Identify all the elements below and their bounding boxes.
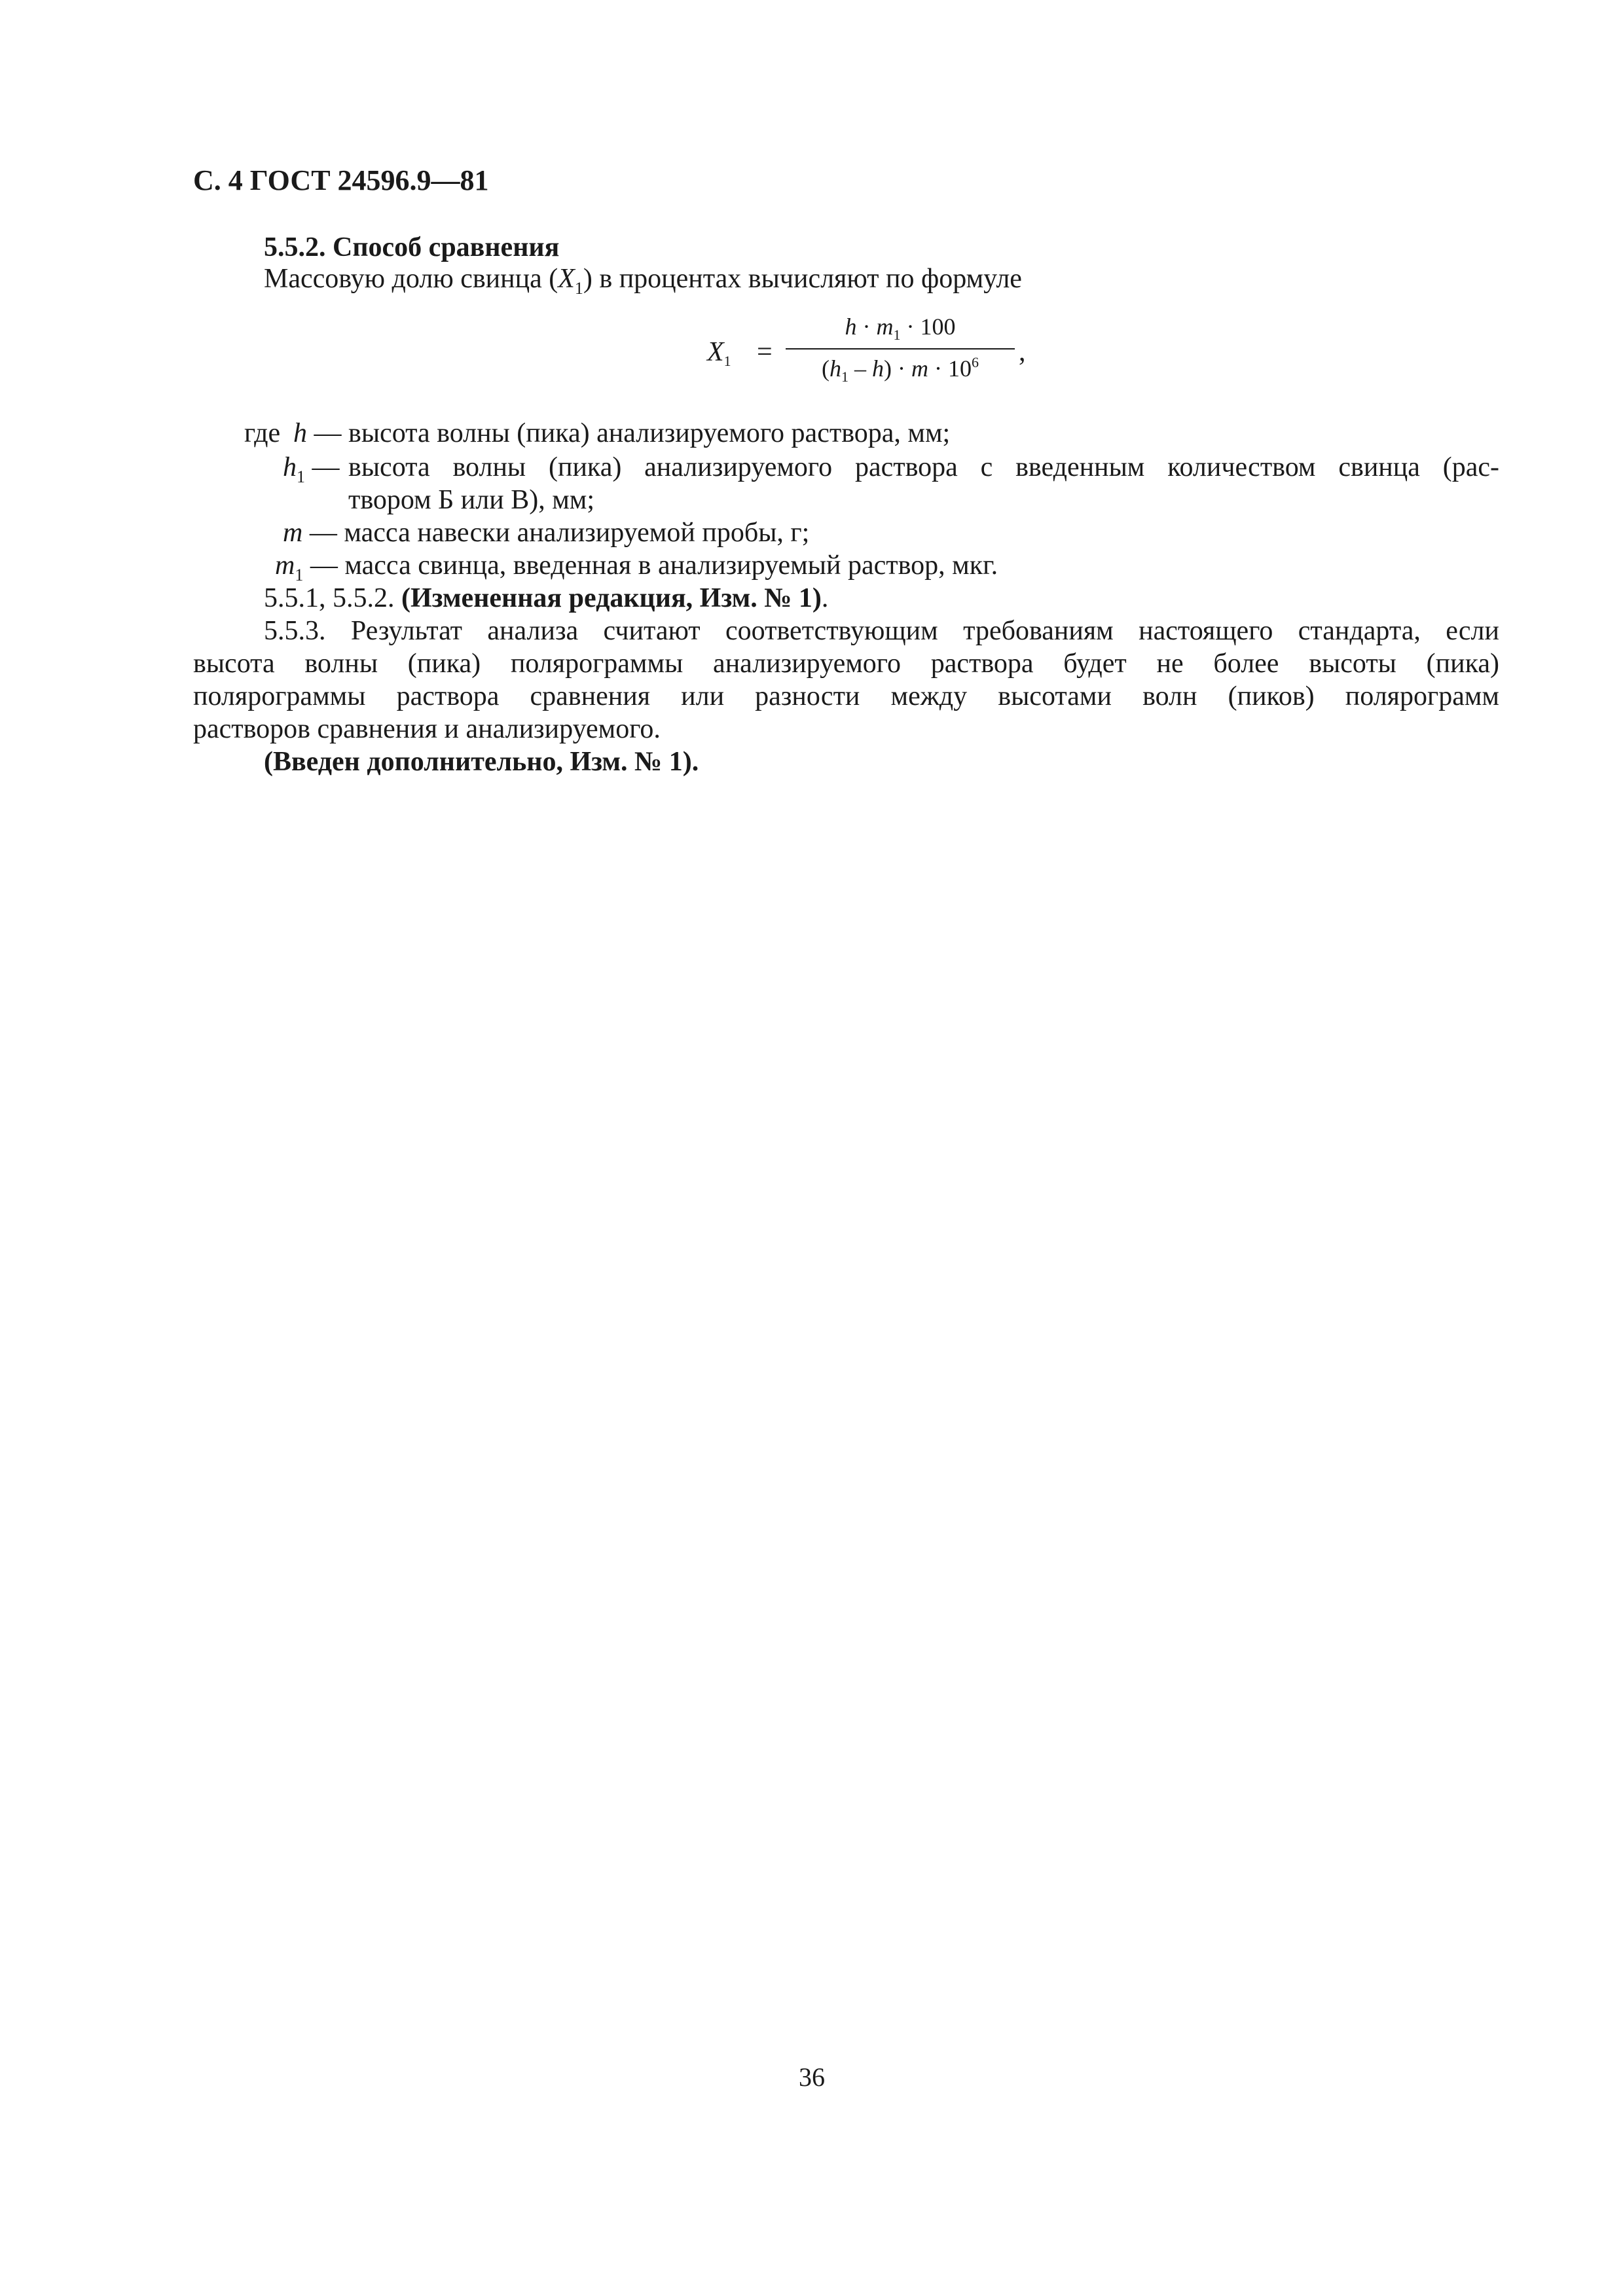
legend-item xyxy=(283,450,340,484)
legend-text-continuation: твором Б или В), мм; xyxy=(348,485,595,515)
legend-where: где xyxy=(244,418,281,448)
amendment-refs: 5.5.1, 5.5.2. xyxy=(264,583,395,613)
num-m-sub: 1 xyxy=(893,327,901,343)
intro-variable: X xyxy=(558,264,575,294)
formula-intro xyxy=(264,262,1022,296)
formula xyxy=(707,313,1034,398)
den-h1: h xyxy=(830,355,841,382)
amendment-bold: (Измененная редакция, Изм. № 1) xyxy=(401,583,822,613)
legend-var: h xyxy=(283,452,297,482)
paragraph-line: 5.5.3. Результат анализа считают соответствующим требованиям настоящего стандарта, если xyxy=(264,616,1499,646)
den-h1-sub: 1 xyxy=(841,368,848,385)
legend-sub: 1 xyxy=(297,467,305,486)
legend-text: масса навески анализируемой пробы, г; xyxy=(344,518,810,548)
den-h: h xyxy=(872,355,884,382)
legend-item xyxy=(275,548,998,583)
section-heading-552 xyxy=(264,230,559,264)
num-h: h xyxy=(845,314,857,340)
page-header: С. 4 ГОСТ 24596.9—81 xyxy=(193,164,489,196)
section-number: 5.5.2. xyxy=(264,232,326,262)
legend-dash: — xyxy=(302,518,344,548)
amendment-note xyxy=(264,581,828,615)
paragraph-line: полярограммы раствора сравнения или разности между высотами волн (пиков) полярограмм xyxy=(193,681,1499,711)
legend-text: масса свинца, введенная в анализируемый раствор, мкг. xyxy=(344,550,998,581)
num-dot: · xyxy=(856,314,877,340)
formula-numerator xyxy=(786,313,1015,343)
paragraph-line: растворов сравнения и анализируемого. xyxy=(193,714,661,744)
paragraph-line: высота волны (пика) полярограммы анализируемого раствора будет не более высоты (пика) xyxy=(193,649,1499,679)
num-m: m xyxy=(876,314,894,340)
legend-sub: 1 xyxy=(295,565,304,584)
den-open: ( xyxy=(822,355,830,382)
den-minus: – xyxy=(848,355,872,382)
formula-comma: , xyxy=(1019,337,1026,367)
den-close: ) · xyxy=(884,355,911,382)
den-exp: 6 xyxy=(971,354,979,370)
formula-equals: = xyxy=(757,337,773,367)
legend-var: m xyxy=(275,550,295,581)
legend-dash: — xyxy=(307,418,348,448)
page-number: 36 xyxy=(799,2062,825,2092)
intro-subscript: 1 xyxy=(574,279,583,298)
amendment-end: . xyxy=(821,583,829,613)
legend-var: m xyxy=(283,518,303,548)
legend-dash: — xyxy=(305,452,340,482)
num-rest: · 100 xyxy=(900,314,956,340)
formula-lhs xyxy=(707,336,731,368)
legend-dash: — xyxy=(303,550,345,581)
intro-text-after: ) в процентах вычисляют по формуле xyxy=(583,264,1022,294)
formula-lhs-var: X xyxy=(707,337,724,367)
legend-var: h xyxy=(293,418,307,448)
legend-text: высота волны (пика) анализируемого раствора с введенным количеством свинца (рас- xyxy=(348,452,1499,482)
legend-item xyxy=(283,516,809,550)
formula-denominator xyxy=(786,354,1015,385)
fraction-bar xyxy=(786,348,1015,350)
section-title: Способ сравнения xyxy=(333,232,560,262)
den-m: m xyxy=(911,355,928,382)
amendment-note-added: (Введен дополнительно, Изм. № 1). xyxy=(264,747,699,777)
legend-item xyxy=(293,416,950,450)
intro-text-before: Массовую долю свинца ( xyxy=(264,264,558,294)
formula-lhs-sub: 1 xyxy=(723,353,731,369)
den-ten: · 10 xyxy=(928,355,972,382)
legend-text: высота волны (пика) анализируемого раствора, мм; xyxy=(348,418,951,448)
